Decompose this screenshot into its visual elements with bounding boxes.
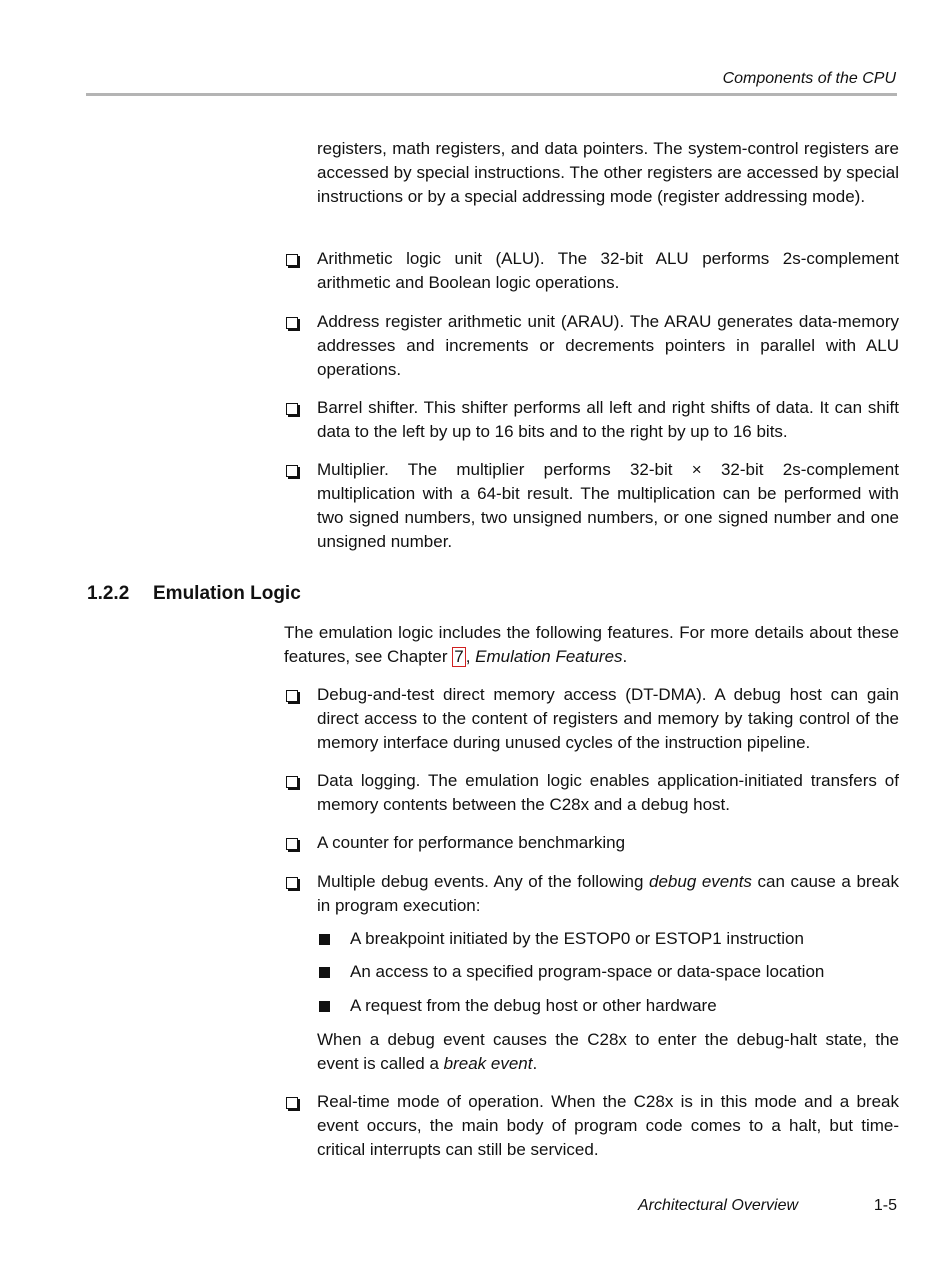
list-item-barrel-shifter: Barrel shifter. This shifter performs all left and right shifts of data. It can shift data to the left by up to 16 bits and to the right by up to 16 bits. (317, 398, 899, 441)
debug-events-term: debug events (649, 872, 752, 891)
intro-comma: , (465, 647, 476, 666)
list-item-benchmark-counter: A counter for performance benchmarking (317, 833, 626, 852)
intro-period: . (622, 647, 628, 666)
continuation-paragraph: registers, math registers, and data pointers. The system-control registers are accessed by special instructions. The other registers are accessed by special instructions or by a special addressing mode (register addressing mode). (317, 139, 899, 206)
break-event-term: break event (443, 1054, 533, 1073)
section-number: 1.2.2 (87, 583, 130, 604)
break-event-note (317, 1028, 899, 1076)
checkbox-bullet-icon (286, 1097, 298, 1109)
intro-paragraph (284, 621, 899, 669)
checkbox-bullet-icon (286, 838, 298, 850)
square-bullet-icon (319, 967, 330, 978)
chapter-title: Emulation Features (475, 647, 623, 666)
list-item-debug-events (317, 870, 899, 918)
debug-events-text: Multiple debug events. Any of the following (317, 872, 649, 891)
sub-item-access: An access to a specified program-space or data-space location (350, 962, 825, 981)
break-event-text: When a debug event causes the C28x to enter the debug-halt state, the event is called a (317, 1030, 899, 1073)
checkbox-bullet-icon (286, 317, 298, 329)
page-number: 1-5 (873, 1197, 897, 1214)
sub-item-breakpoint: A breakpoint initiated by the ESTOP0 or ESTOP1 instruction (350, 929, 804, 948)
intro-text: The emulation logic includes the following features. For more details about these features, see Chapter (284, 623, 899, 666)
break-event-period: . (532, 1054, 538, 1073)
list-item-multiplier: Multiplier. The multiplier performs 32-bit × 32-bit 2s-complement multiplication with a 64-bit result. The multiplication can be performed with two signed numbers, two unsigned numbers, or one signed number and one unsigned number. (317, 460, 899, 551)
square-bullet-icon (319, 934, 330, 945)
running-header: Components of the CPU (722, 70, 896, 87)
square-bullet-icon (319, 1001, 330, 1012)
chapter-link[interactable]: 7 (454, 647, 464, 666)
checkbox-bullet-icon (286, 254, 298, 266)
list-item-arau: Address register arithmetic unit (ARAU). The ARAU generates data-memory addresses and increments or decrements pointers in parallel with ALU operations. (317, 312, 899, 379)
header-rule (86, 93, 897, 96)
list-item-data-logging: Data logging. The emulation logic enables application-initiated transfers of memory contents between the C28x and a debug host. (317, 771, 899, 814)
checkbox-bullet-icon (286, 690, 298, 702)
checkbox-bullet-icon (286, 403, 298, 415)
list-item-dt-dma: Debug-and-test direct memory access (DT-DMA). A debug host can gain direct access to the content of registers and memory by taking control of the memory interface during unused cycles of the instruction pipeline. (317, 685, 899, 752)
debug-events-text-end: can cause a break in program execution: (317, 872, 899, 915)
list-item-realtime: Real-time mode of operation. When the C28x is in this mode and a break event occurs, the main body of program code comes to a halt, but time-critical interrupts can still be serviced. (317, 1092, 899, 1159)
list-item-alu: Arithmetic logic unit (ALU). The 32-bit ALU performs 2s-complement arithmetic and Boolean logic operations. (317, 249, 899, 292)
footer-title: Architectural Overview (638, 1197, 799, 1214)
sub-item-request: A request from the debug host or other hardware (350, 996, 717, 1015)
checkbox-bullet-icon (286, 877, 298, 889)
checkbox-bullet-icon (286, 776, 298, 788)
section-title: Emulation Logic (153, 583, 301, 604)
checkbox-bullet-icon (286, 465, 298, 477)
